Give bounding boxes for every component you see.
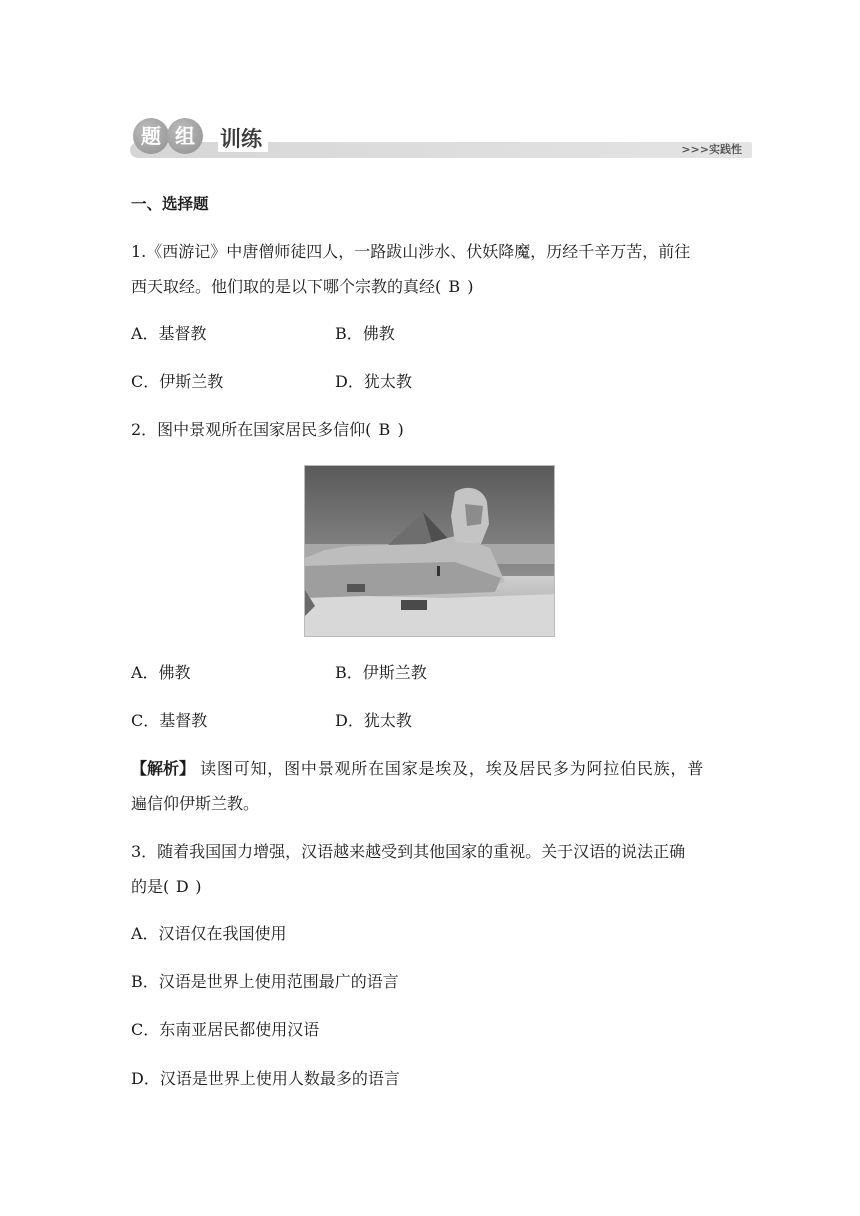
analysis-text-1: 读图可知，图中景观所在国家是埃及，埃及居民多为阿拉伯民族，普 [200, 759, 705, 778]
q1-option-b: B．佛教 [335, 324, 395, 343]
sphinx-pyramid-photo [304, 465, 555, 637]
q2-analysis-line1 [131, 758, 704, 780]
q1-option-d: D．犹太教 [335, 372, 412, 391]
q3-stem-line1: 3．随着我国国力增强，汉语越来越受到其他国家的重视。关于汉语的说法正确 [131, 842, 686, 861]
section-banner [130, 112, 752, 160]
q2-answer: B [378, 420, 391, 439]
q2-stem [131, 419, 404, 441]
banner-circle-1: 题 [133, 118, 169, 154]
q2-analysis-line2: 遍信仰伊斯兰教。 [131, 794, 260, 813]
section-title: 一、选择题 [131, 195, 209, 213]
banner-tag: >>>实践性 [681, 143, 742, 156]
q2-option-b: B．伊斯兰教 [335, 663, 427, 682]
q3-answer: D [175, 877, 189, 896]
q3-option-a: A．汉语仅在我国使用 [131, 924, 287, 943]
q1-stem-line1: 1.《西游记》中唐僧师徒四人，一路跋山涉水、伏妖降魔，历经千辛万苦，前往 [131, 242, 691, 261]
q2-option-c: C．基督教 [131, 711, 208, 730]
banner-circle-2: 组 [167, 118, 203, 154]
q1-option-c: C．伊斯兰教 [131, 372, 224, 391]
q1-stem-suffix: ) [467, 277, 474, 296]
q3-stem-prefix: 的是( [131, 877, 170, 896]
q1-stem-line2 [131, 276, 474, 298]
q3-stem-suffix: ) [195, 877, 202, 896]
q3-option-b: B．汉语是世界上使用范围最广的语言 [131, 972, 399, 991]
q2-option-a: A．佛教 [131, 663, 191, 682]
q3-option-d: D．汉语是世界上使用人数最多的语言 [131, 1069, 400, 1088]
q2-option-d: D．犹太教 [335, 711, 412, 730]
q3-stem-line2 [131, 876, 202, 898]
q1-answer: B [448, 277, 461, 296]
q1-option-a: A．基督教 [131, 324, 207, 343]
analysis-label: 【解析】 [131, 759, 196, 778]
q2-stem-suffix: ) [397, 420, 404, 439]
q3-option-c: C．东南亚居民都使用汉语 [131, 1020, 320, 1039]
banner-title: 训练 [218, 126, 268, 152]
q1-stem-prefix: 西天取经。他们取的是以下哪个宗教的真经( [131, 277, 442, 296]
q2-stem-prefix: 2．图中景观所在国家居民多信仰( [131, 420, 372, 439]
